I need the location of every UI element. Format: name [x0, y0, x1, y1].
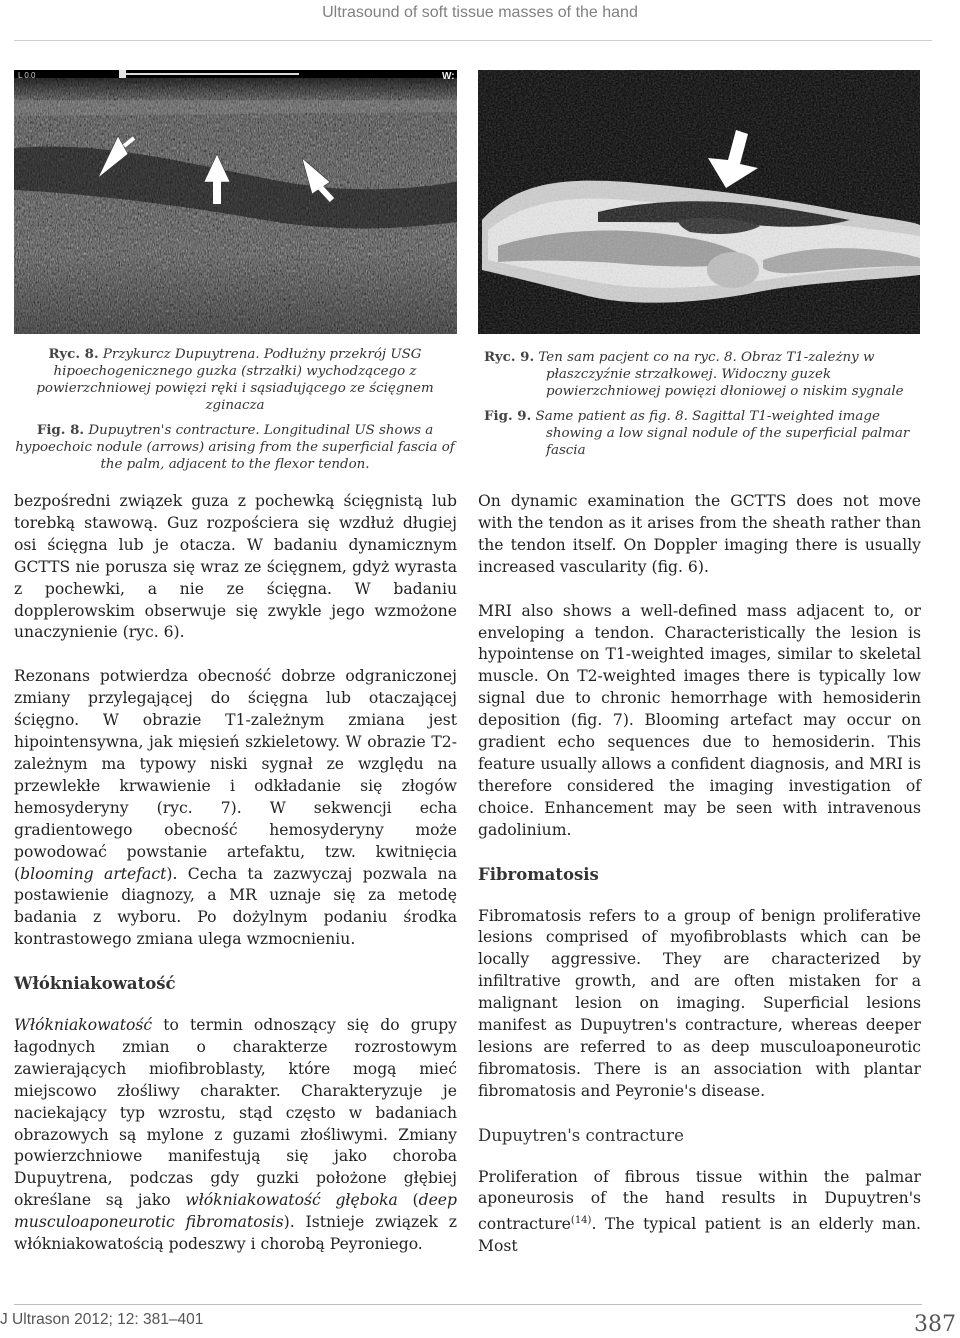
paragraph: On dynamic examination the GCTTS does not move with the tendon as it arises from the sheath rather than the tendon itself. On Doppler imaging there is usually increased vascularity (fig. 6). — [478, 492, 921, 576]
caption-label: Ryc. 8. — [48, 346, 99, 362]
paragraph: bezpośredni związek guza z pochewką ścięgnistą lub torebką stawową. Guz rozpościera się wzdłuż długiej osi ścięgna lub je otacza. W badaniu dynamicznym GCTTS nie porusza się wraz ze ścięgnem, gdyż wyrasta z pochewki, a nie ze ścięgna. W badaniu dopplerowskim obserwuje się zwykle jego wzmożone unaczynienie (ryc. 6). — [14, 492, 457, 642]
footer-rule — [14, 1304, 922, 1305]
text-run: ( — [397, 1191, 419, 1210]
caption-text: Przykurcz Dupuytrena. Podłużny przekrój USG hipoechogenicznego guzka (strzałki) wychodzącego z powierzchniowej powięzi ręki i sąsiadującego ze ścięgnem zginacza — [36, 347, 434, 413]
caption-text: Dupuytren's contracture. Longitudinal US shows a hypoechoic nodule (arrows) arising from the superficial fascia of the palm, adjacent to the flexor tendon. — [15, 423, 455, 472]
mri-scan — [478, 70, 920, 334]
caption-label: Fig. 9. — [484, 408, 532, 424]
italic-term: deep musculoaponeurotic fibromatosis — [14, 1191, 458, 1232]
italic-term: Włókniakowatość — [14, 1016, 153, 1035]
ultrasound-scan — [14, 70, 457, 334]
paragraph — [14, 1015, 457, 1256]
journal-citation: J Ultrason 2012; 12: 381–401 — [0, 1311, 204, 1328]
caption-en — [14, 422, 456, 473]
text-run: ). Istnieje związek z włókniakowatością podeszwy i chorobą Peyroniego. — [14, 1213, 457, 1254]
figure-9-caption — [484, 349, 924, 463]
caption-pl — [14, 346, 456, 414]
caption-label: Ryc. 9. — [484, 349, 535, 365]
right-column-english — [478, 491, 921, 1280]
italic-term: włókniakowatość głęboka — [185, 1191, 398, 1210]
section-heading: Fibromatosis — [478, 864, 599, 884]
text-run: Rezonans potwierdza obecność dobrze odgraniczonej zmiany przylegającej do ścięgna lub otaczającej ścięgno. W obrazie T1-zależnym zmiana jest hipointensywna, jak mięsień szkieletowy. W obrazie T2-zależnym ma typowy niski sygnał ze względu na przewlekłe krwawienie i odkładanie się złogów hemosyderyny (ryc. 7). W sekwencji echa gradientowego obecność hemosyderyny może powodować powstanie artefaktu, tzw. kwitnięcia ( — [14, 667, 457, 883]
caption-text: Ten sam pacjent co na ryc. 8. Obraz T1-zależny w płaszczyźnie strzałkowej. Widoczny guzek powierzchniowej powięzi dłoniowej o niskim sygnale — [538, 350, 904, 399]
caption-text: Same patient as fig. 8. Sagittal T1-weighted image showing a low signal nodule of the superficial palmar fascia — [535, 409, 910, 458]
paragraph — [478, 1167, 921, 1259]
figure-8-caption — [14, 346, 456, 477]
paragraph: MRI also shows a well-defined mass adjacent to, or enveloping a tendon. Characteristically the lesion is hypointense on T1-weighted images, similar to skeletal muscle. On T2-weighted images there is typically low signal due to chronic hemorrhage with hemosiderin deposition (fig. 7). Blooming artefact may occur on gradient echo sequences due to hemosiderin. This feature usually allows a confident diagnosis, and MRI is therefore considered the imaging investigation of choice. Enhancement may be seen with intravenous gadolinium. — [478, 601, 921, 839]
paragraph — [14, 666, 457, 951]
us-overlay-right: W: — [442, 71, 455, 82]
text-run: to termin odnoszący się do grupy łagodnych zmian o charakterze rozrostowym zawierających miofibroblasty, które mogą mieć miejscowo złośliwy charakter. Charakteryzuje je naciekający typ wzrostu, stąd często w badaniach obrazowych są mylone z guzami złośliwymi. Zmiany powierzchniowe manifestują się jako choroba Dupuytrena, podczas gdy guzki położone głębiej określane są jako — [14, 1016, 457, 1210]
reference-superscript: (14) — [570, 1215, 592, 1227]
italic-term: blooming artefact — [20, 864, 167, 883]
figure-8-ultrasound-image — [14, 70, 457, 334]
caption-label: Fig. 8. — [36, 422, 85, 438]
left-column-polish — [14, 491, 457, 1278]
subsection-heading: Dupuytren's contracture — [478, 1125, 684, 1145]
running-head: Ultrasound of soft tissue masses of the hand — [322, 4, 638, 21]
header-rule — [14, 40, 932, 41]
figure-9-mri-image — [478, 70, 920, 334]
paragraph: Fibromatosis refers to a group of benign proliferative lesions comprised of myofibroblasts which can be locally aggressive. They are characterized by infiltrative growth, and are often mistaken for a malignant lesion on imaging. Superficial lesions manifest as Dupuytren's contracture, whereas deeper lesions are referred to as deep musculoaponeurotic fibromatosis. There is an association with plantar fibromatosis and Peyronie's disease. — [478, 906, 921, 1100]
caption-en — [484, 408, 924, 459]
section-heading: Włókniakowatość — [14, 974, 176, 994]
us-overlay-left: L 0.0 — [18, 71, 36, 80]
text-run: Proliferation of fibrous tissue within the palmar aponeurosis of the hand results in Dupuytren's contracture — [478, 1167, 921, 1234]
text-run: . The typical patient is an elderly man. Most — [478, 1215, 921, 1256]
page-number: 387 — [914, 1312, 956, 1337]
caption-pl — [484, 349, 924, 400]
text-run: ). Cecha ta zazwyczaj pozwala na postawienie diagnozy, a MR uznaje się za metodę badania z wyboru. Po dożylnym podaniu środka kontrastowego zmiana ulega wzmocnieniu. — [14, 864, 457, 949]
